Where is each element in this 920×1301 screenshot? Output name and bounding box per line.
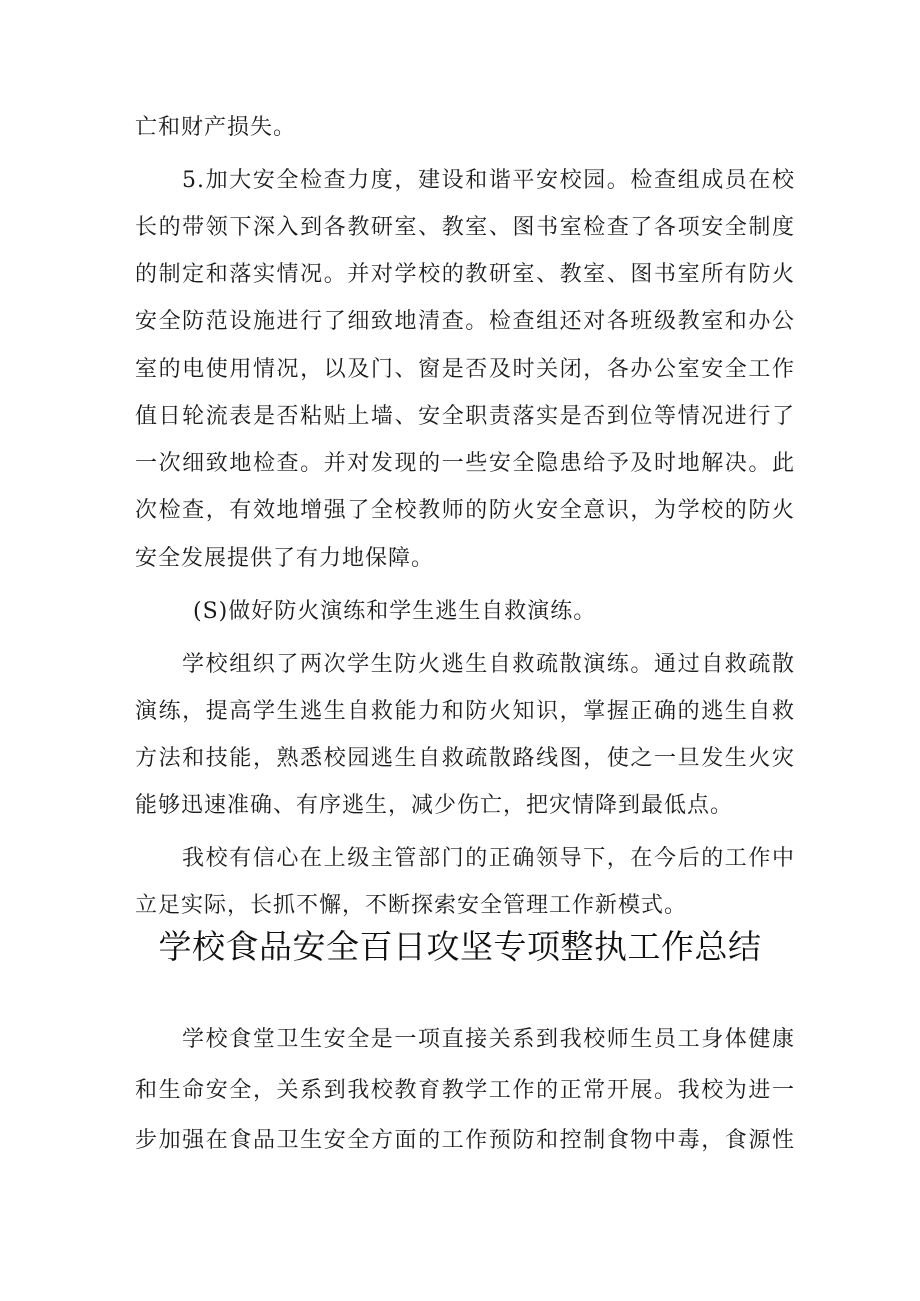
paragraph-line: 学校食堂卫生安全是一项直接关系到我校师生员工身体健康: [182, 1027, 795, 1052]
paragraph-line: 安全发展提供了有力地保障。: [135, 546, 435, 571]
paragraph-line: 次检查，有效地增强了全校教师的防火安全意识，为学校的防火: [135, 498, 795, 523]
paragraph-line: 和生命安全，关系到我校教育教学工作的正常开展。我校为进一: [135, 1078, 795, 1103]
paragraph-line: 安全防范设施进行了细致地清查。检查组还对各班级教室和办公: [135, 309, 795, 334]
paragraph-line: 学校组织了两次学生防火逃生自救疏散演练。通过自救疏散: [182, 652, 795, 677]
paragraph-line: 的制定和落实情况。并对学校的教研室、教室、图书室所有防火: [135, 262, 795, 287]
document-title: 学校食品安全百日攻坚专项整执工作总结: [158, 927, 762, 966]
paragraph-line: 步加强在食品卫生安全方面的工作预防和控制食物中毒，食源性: [135, 1128, 795, 1153]
paragraph-line: 能够迅速准确、有序逃生，减少伤亡，把灾情降到最低点。: [135, 793, 734, 818]
paragraph-line: 长的带领下深入到各教研室、教室、图书室检查了各项安全制度: [135, 215, 795, 240]
paragraph-line: 演练，提高学生逃生自救能力和防火知识，掌握正确的逃生自救: [135, 699, 795, 724]
paragraph-line: 亡和财产损失。: [135, 115, 297, 140]
paragraph-line: 方法和技能，熟悉校园逃生自救疏散路线图，使之一旦发生火灾: [135, 746, 795, 771]
paragraph-line: 值日轮流表是否粘贴上墙、安全职责落实是否到位等情况进行了: [135, 404, 795, 429]
paragraph-line: 立足实际，长抓不懈，不断探索安全管理工作新模式。: [135, 893, 688, 918]
paragraph-line: 一次细致地检查。并对发现的一些安全隐患给予及时地解决。此: [135, 451, 795, 476]
paragraph-line: 室的电使用情况，以及门、窗是否及时关闭，各办公室安全工作: [135, 357, 795, 382]
paragraph-line: 我校有信心在上级主管部门的正确领导下，在今后的工作中: [182, 846, 795, 871]
subheading-line: (S)做好防火演练和学生逃生自救演练。: [193, 599, 597, 624]
paragraph-line: 5.加大安全检查力度，建设和谐平安校园。检查组成员在校: [182, 168, 795, 193]
